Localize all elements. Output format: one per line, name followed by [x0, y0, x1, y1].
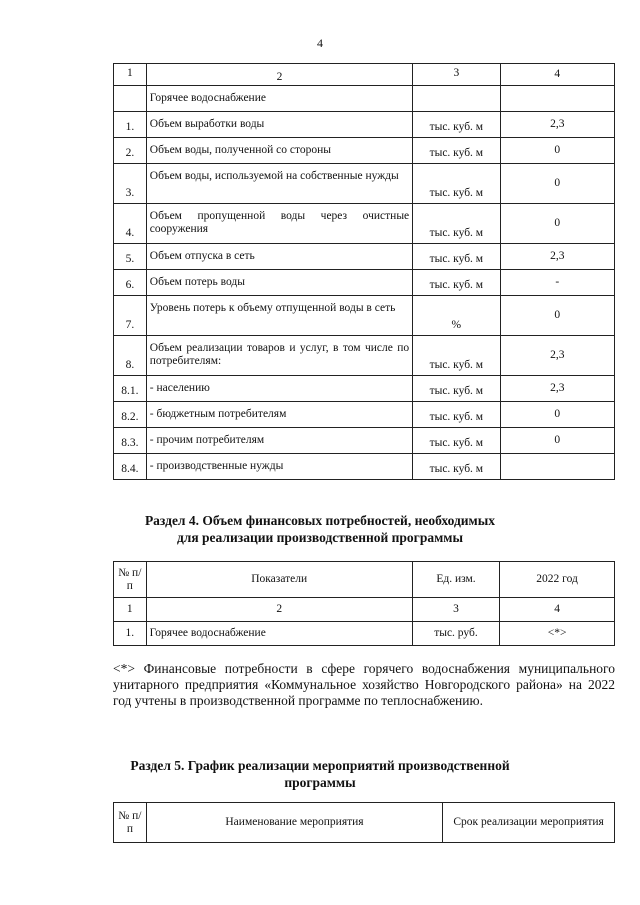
row-unit: тыс. куб. м — [413, 138, 500, 164]
row-number: 8.3. — [114, 428, 147, 454]
table-header-row — [114, 803, 615, 843]
production-indicators-table — [113, 63, 615, 480]
row-unit: тыс. куб. м — [413, 454, 500, 480]
row-number: 7. — [114, 296, 147, 336]
table-row — [114, 112, 615, 138]
row-number: 8. — [114, 336, 147, 376]
row-value: 2,3 — [500, 244, 614, 270]
header-cell: № п/п — [114, 562, 147, 598]
header-cell: 4 — [500, 64, 614, 86]
row-value: 0 — [500, 402, 614, 428]
header-cell: Наименование мероприятия — [146, 803, 442, 843]
table-row — [114, 454, 615, 480]
row-number: 1. — [114, 112, 147, 138]
financial-note: <*> Финансовые потребности в сфере горячего водоснабжения муниципального унитарного предприятия «Коммунальное хозяйство Новгородского района» на 2022 год учтены в производственной программе по теплоснабжению. — [113, 661, 615, 708]
section-row — [114, 86, 615, 112]
row-name: Объем отпуска в сеть — [146, 244, 412, 270]
number-cell: 4 — [500, 598, 615, 622]
row-value: 0 — [500, 428, 614, 454]
section-5-title-line2: программы — [284, 775, 356, 790]
header-cell: Показатели — [146, 562, 412, 598]
section-5-title-line1: Раздел 5. График реализации мероприятий производственной — [130, 758, 510, 773]
row-number: 3. — [114, 164, 147, 204]
row-unit: тыс. куб. м — [413, 402, 500, 428]
row-name: - бюджетным потребителям — [146, 402, 412, 428]
row-unit: % — [413, 296, 500, 336]
row-number: 8.1. — [114, 376, 147, 402]
header-cell: 2022 год — [500, 562, 615, 598]
row-number: 6. — [114, 270, 147, 296]
numbers-row — [114, 598, 615, 622]
section-4-title-line1: Раздел 4. Объем финансовых потребностей, необходимых — [144, 513, 496, 528]
table-row — [114, 428, 615, 454]
row-name: Горячее водоснабжение — [146, 622, 412, 646]
row-name: - населению — [146, 376, 412, 402]
row-value: 0 — [500, 204, 614, 244]
row-number: 2. — [114, 138, 147, 164]
table-row — [114, 296, 615, 336]
row-number: 8.2. — [114, 402, 147, 428]
table-row — [114, 376, 615, 402]
number-cell: 1 — [114, 598, 147, 622]
table-row — [114, 164, 615, 204]
header-cell: № п/п — [114, 803, 147, 843]
section-4-title — [0, 512, 640, 546]
section-5-title — [0, 757, 640, 791]
header-cell: 2 — [146, 64, 412, 86]
row-name: Объем выработки воды — [146, 112, 412, 138]
table-row — [114, 204, 615, 244]
number-cell: 3 — [412, 598, 499, 622]
table-row — [114, 622, 615, 646]
row-name: - прочим потребителям — [146, 428, 412, 454]
row-value: 2,3 — [500, 336, 614, 376]
row-unit: тыс. куб. м — [413, 336, 500, 376]
row-name: - производственные нужды — [146, 454, 412, 480]
row-unit: тыс. куб. м — [413, 164, 500, 204]
row-name: Объем пропущенной воды через очистные сооружения — [146, 204, 412, 244]
row-value: 2,3 — [500, 112, 614, 138]
row-value — [500, 454, 614, 480]
table-row — [114, 336, 615, 376]
section-label: Горячее водоснабжение — [146, 86, 412, 112]
row-number: 1. — [114, 622, 147, 646]
row-number: 8.4. — [114, 454, 147, 480]
table-header-row — [114, 562, 615, 598]
page-number: 4 — [317, 36, 323, 50]
number-cell: 2 — [146, 598, 412, 622]
row-unit: тыс. куб. м — [413, 204, 500, 244]
table-row — [114, 138, 615, 164]
row-unit: тыс. куб. м — [413, 112, 500, 138]
row-value: <*> — [500, 622, 615, 646]
row-unit: тыс. куб. м — [413, 270, 500, 296]
row-name: Объем потерь воды — [146, 270, 412, 296]
row-number: 5. — [114, 244, 147, 270]
table-row — [114, 270, 615, 296]
row-name: Объем воды, полученной со стороны — [146, 138, 412, 164]
financial-needs-table — [113, 561, 615, 646]
header-cell: 3 — [413, 64, 500, 86]
row-unit: тыс. куб. м — [413, 244, 500, 270]
row-name: Объем воды, используемой на собственные нужды — [146, 164, 412, 204]
row-name: Уровень потерь к объему отпущенной воды в сеть — [146, 296, 412, 336]
table-row — [114, 402, 615, 428]
row-value: 2,3 — [500, 376, 614, 402]
row-unit: тыс. куб. м — [413, 428, 500, 454]
header-cell: 1 — [114, 64, 147, 86]
header-cell: Ед. изм. — [412, 562, 499, 598]
row-unit: тыс. куб. м — [413, 376, 500, 402]
row-unit: тыс. руб. — [412, 622, 499, 646]
section-4-title-line2: для реализации производственной программы — [176, 530, 464, 545]
table-row — [114, 244, 615, 270]
row-value: - — [500, 270, 614, 296]
row-value: 0 — [500, 164, 614, 204]
header-cell: Срок реализации мероприятия — [443, 803, 615, 843]
table-header-row — [114, 64, 615, 86]
row-number: 4. — [114, 204, 147, 244]
row-name: Объем реализации товаров и услуг, в том числе по потребителям: — [146, 336, 412, 376]
schedule-table — [113, 802, 615, 843]
row-value: 0 — [500, 296, 614, 336]
row-value: 0 — [500, 138, 614, 164]
